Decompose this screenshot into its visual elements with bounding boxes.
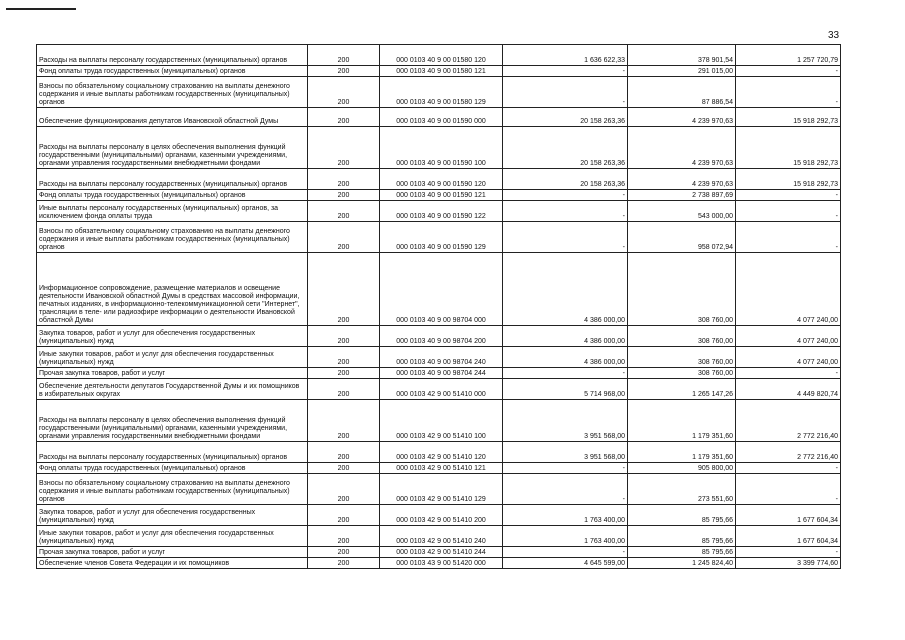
row-approved: 20 158 263,36	[503, 169, 628, 190]
row-executed: 273 551,60	[628, 474, 736, 505]
row-budget-code: 000 0103 43 9 00 51420 000	[380, 558, 503, 569]
row-unexecuted: 1 677 604,34	[736, 505, 841, 526]
row-unexecuted: 1 257 720,79	[736, 45, 841, 66]
row-code: 200	[308, 474, 380, 505]
row-code: 200	[308, 169, 380, 190]
row-unexecuted: -	[736, 77, 841, 108]
table-row	[37, 127, 841, 169]
row-executed: 87 886,54	[628, 77, 736, 108]
row-approved: -	[503, 463, 628, 474]
row-executed: 4 239 970,63	[628, 108, 736, 127]
row-budget-code: 000 0103 40 9 00 01580 129	[380, 77, 503, 108]
row-code: 200	[308, 108, 380, 127]
row-name: Прочая закупка товаров, работ и услуг	[37, 368, 308, 379]
row-approved: 4 386 000,00	[503, 326, 628, 347]
row-executed: 958 072,94	[628, 222, 736, 253]
row-unexecuted: -	[736, 474, 841, 505]
row-code: 200	[308, 558, 380, 569]
row-budget-code: 000 0103 40 9 00 01590 120	[380, 169, 503, 190]
row-unexecuted: -	[736, 547, 841, 558]
row-code: 200	[308, 442, 380, 463]
row-code: 200	[308, 66, 380, 77]
table-row	[37, 442, 841, 463]
table-row	[37, 190, 841, 201]
table-row	[37, 474, 841, 505]
row-code: 200	[308, 77, 380, 108]
row-name: Расходы на выплаты персоналу государственных (муниципальных) органов	[37, 45, 308, 66]
row-executed: 308 760,00	[628, 347, 736, 368]
row-code: 200	[308, 368, 380, 379]
row-budget-code: 000 0103 40 9 00 98704 200	[380, 326, 503, 347]
row-budget-code: 000 0103 40 9 00 01590 100	[380, 127, 503, 169]
row-budget-code: 000 0103 40 9 00 98704 000	[380, 253, 503, 326]
row-name: Прочая закупка товаров, работ и услуг	[37, 547, 308, 558]
table-row	[37, 45, 841, 66]
row-name: Иные закупки товаров, работ и услуг для обеспечения государственных (муниципальных) нужд	[37, 526, 308, 547]
row-approved: 20 158 263,36	[503, 108, 628, 127]
row-name: Иные закупки товаров, работ и услуг для обеспечения государственных (муниципальных) нужд	[37, 347, 308, 368]
row-executed: 2 738 897,69	[628, 190, 736, 201]
row-name: Фонд оплаты труда государственных (муниципальных) органов	[37, 190, 308, 201]
row-budget-code: 000 0103 42 9 00 51410 244	[380, 547, 503, 558]
table-row	[37, 558, 841, 569]
row-name: Обеспечение деятельности депутатов Государственной Думы и их помощников в избирательных округах	[37, 379, 308, 400]
row-approved: -	[503, 222, 628, 253]
header-rule	[6, 8, 76, 10]
row-budget-code: 000 0103 40 9 00 01590 129	[380, 222, 503, 253]
row-executed: 308 760,00	[628, 326, 736, 347]
row-budget-code: 000 0103 42 9 00 51410 000	[380, 379, 503, 400]
row-executed: 4 239 970,63	[628, 127, 736, 169]
table-row	[37, 77, 841, 108]
row-approved: -	[503, 547, 628, 558]
table-row	[37, 222, 841, 253]
row-code: 200	[308, 201, 380, 222]
row-approved: -	[503, 201, 628, 222]
row-name: Фонд оплаты труда государственных (муниципальных) органов	[37, 463, 308, 474]
row-code: 200	[308, 127, 380, 169]
row-budget-code: 000 0103 42 9 00 51410 121	[380, 463, 503, 474]
row-budget-code: 000 0103 42 9 00 51410 100	[380, 400, 503, 442]
row-approved: 5 714 968,00	[503, 379, 628, 400]
row-unexecuted: 4 077 240,00	[736, 253, 841, 326]
table-row	[37, 66, 841, 77]
row-budget-code: 000 0103 40 9 00 01580 120	[380, 45, 503, 66]
table-row	[37, 505, 841, 526]
row-budget-code: 000 0103 40 9 00 01590 121	[380, 190, 503, 201]
row-executed: 1 179 351,60	[628, 400, 736, 442]
row-budget-code: 000 0103 40 9 00 98704 240	[380, 347, 503, 368]
row-unexecuted: -	[736, 190, 841, 201]
row-unexecuted: 3 399 774,60	[736, 558, 841, 569]
row-name: Расходы на выплаты персоналу в целях обеспечения выполнения функций государственными (муниципальными) органами, казенными учреждениями, органами управления государственными внебюджетными фондами	[37, 127, 308, 169]
table-row	[37, 547, 841, 558]
table-row	[37, 379, 841, 400]
row-code: 200	[308, 463, 380, 474]
row-name: Взносы по обязательному социальному страхованию на выплаты денежного содержания и иные выплаты работникам государственных (муниципальных) органов	[37, 474, 308, 505]
row-approved: 20 158 263,36	[503, 127, 628, 169]
row-executed: 308 760,00	[628, 368, 736, 379]
row-executed: 543 000,00	[628, 201, 736, 222]
row-unexecuted: 2 772 216,40	[736, 442, 841, 463]
row-unexecuted: 15 918 292,73	[736, 169, 841, 190]
row-budget-code: 000 0103 42 9 00 51410 240	[380, 526, 503, 547]
row-code: 200	[308, 253, 380, 326]
row-unexecuted: 15 918 292,73	[736, 127, 841, 169]
table-row	[37, 108, 841, 127]
table-row	[37, 253, 841, 326]
row-code: 200	[308, 400, 380, 442]
table-row	[37, 326, 841, 347]
row-approved: -	[503, 474, 628, 505]
row-unexecuted: 1 677 604,34	[736, 526, 841, 547]
row-name: Фонд оплаты труда государственных (муниципальных) органов	[37, 66, 308, 77]
row-executed: 308 760,00	[628, 253, 736, 326]
row-executed: 1 265 147,26	[628, 379, 736, 400]
row-approved: 4 386 000,00	[503, 347, 628, 368]
row-budget-code: 000 0103 40 9 00 98704 244	[380, 368, 503, 379]
table-row	[37, 463, 841, 474]
row-executed: 378 901,54	[628, 45, 736, 66]
row-unexecuted: 4 077 240,00	[736, 347, 841, 368]
row-unexecuted: 2 772 216,40	[736, 400, 841, 442]
row-code: 200	[308, 347, 380, 368]
row-executed: 4 239 970,63	[628, 169, 736, 190]
row-approved: -	[503, 368, 628, 379]
row-name: Расходы на выплаты персоналу государственных (муниципальных) органов	[37, 169, 308, 190]
row-approved: -	[503, 190, 628, 201]
row-unexecuted: -	[736, 66, 841, 77]
row-executed: 1 179 351,60	[628, 442, 736, 463]
row-approved: 1 763 400,00	[503, 526, 628, 547]
row-name: Расходы на выплаты персоналу в целях обеспечения выполнения функций государственными (муниципальными) органами, казенными учреждениями, органами управления государственными внебюджетными фондами	[37, 400, 308, 442]
row-budget-code: 000 0103 42 9 00 51410 200	[380, 505, 503, 526]
row-name: Закупка товаров, работ и услуг для обеспечения государственных (муниципальных) нужд	[37, 326, 308, 347]
row-name: Взносы по обязательному социальному страхованию на выплаты денежного содержания и иные выплаты работникам государственных (муниципальных) органов	[37, 222, 308, 253]
row-name: Иные выплаты персоналу государственных (муниципальных) органов, за исключением фонда оплаты труда	[37, 201, 308, 222]
row-name: Обеспечение членов Совета Федерации и их помощников	[37, 558, 308, 569]
row-approved: 1 636 622,33	[503, 45, 628, 66]
row-code: 200	[308, 222, 380, 253]
row-name: Информационное сопровождение, размещение материалов и освещение деятельности Ивановской областной Думы в средствах массовой информации, печатных изданиях, в информационно-телекоммуникационной сети "Интернет", трансляции в теле- или радиоэфире информации о деятельности Ивановской областной Думы	[37, 253, 308, 326]
row-approved: 1 763 400,00	[503, 505, 628, 526]
row-budget-code: 000 0103 40 9 00 01590 000	[380, 108, 503, 127]
row-name: Расходы на выплаты персоналу государственных (муниципальных) органов	[37, 442, 308, 463]
budget-table	[36, 44, 841, 569]
row-budget-code: 000 0103 42 9 00 51410 129	[380, 474, 503, 505]
row-approved: 4 645 599,00	[503, 558, 628, 569]
row-budget-code: 000 0103 40 9 00 01590 122	[380, 201, 503, 222]
row-executed: 291 015,00	[628, 66, 736, 77]
row-executed: 85 795,66	[628, 547, 736, 558]
row-name: Закупка товаров, работ и услуг для обеспечения государственных (муниципальных) нужд	[37, 505, 308, 526]
row-unexecuted: -	[736, 201, 841, 222]
table-row	[37, 368, 841, 379]
row-executed: 85 795,66	[628, 505, 736, 526]
row-approved: 3 951 568,00	[503, 400, 628, 442]
row-budget-code: 000 0103 42 9 00 51410 120	[380, 442, 503, 463]
row-code: 200	[308, 547, 380, 558]
row-executed: 85 795,66	[628, 526, 736, 547]
row-approved: 4 386 000,00	[503, 253, 628, 326]
table-row	[37, 169, 841, 190]
table-row	[37, 526, 841, 547]
row-budget-code: 000 0103 40 9 00 01580 121	[380, 66, 503, 77]
row-code: 200	[308, 379, 380, 400]
row-unexecuted: 4 077 240,00	[736, 326, 841, 347]
row-code: 200	[308, 505, 380, 526]
table-row	[37, 400, 841, 442]
row-code: 200	[308, 45, 380, 66]
row-unexecuted: -	[736, 222, 841, 253]
row-approved: -	[503, 66, 628, 77]
row-executed: 905 800,00	[628, 463, 736, 474]
row-unexecuted: -	[736, 368, 841, 379]
row-executed: 1 245 824,40	[628, 558, 736, 569]
table-row	[37, 201, 841, 222]
row-name: Обеспечение функционирования депутатов Ивановской областной Думы	[37, 108, 308, 127]
row-code: 200	[308, 190, 380, 201]
row-code: 200	[308, 526, 380, 547]
row-approved: -	[503, 77, 628, 108]
table-row	[37, 347, 841, 368]
row-unexecuted: -	[736, 463, 841, 474]
row-name: Взносы по обязательному социальному страхованию на выплаты денежного содержания и иные выплаты работникам государственных (муниципальных) органов	[37, 77, 308, 108]
row-unexecuted: 4 449 820,74	[736, 379, 841, 400]
row-approved: 3 951 568,00	[503, 442, 628, 463]
row-unexecuted: 15 918 292,73	[736, 108, 841, 127]
page-number: 33	[828, 30, 840, 41]
row-code: 200	[308, 326, 380, 347]
